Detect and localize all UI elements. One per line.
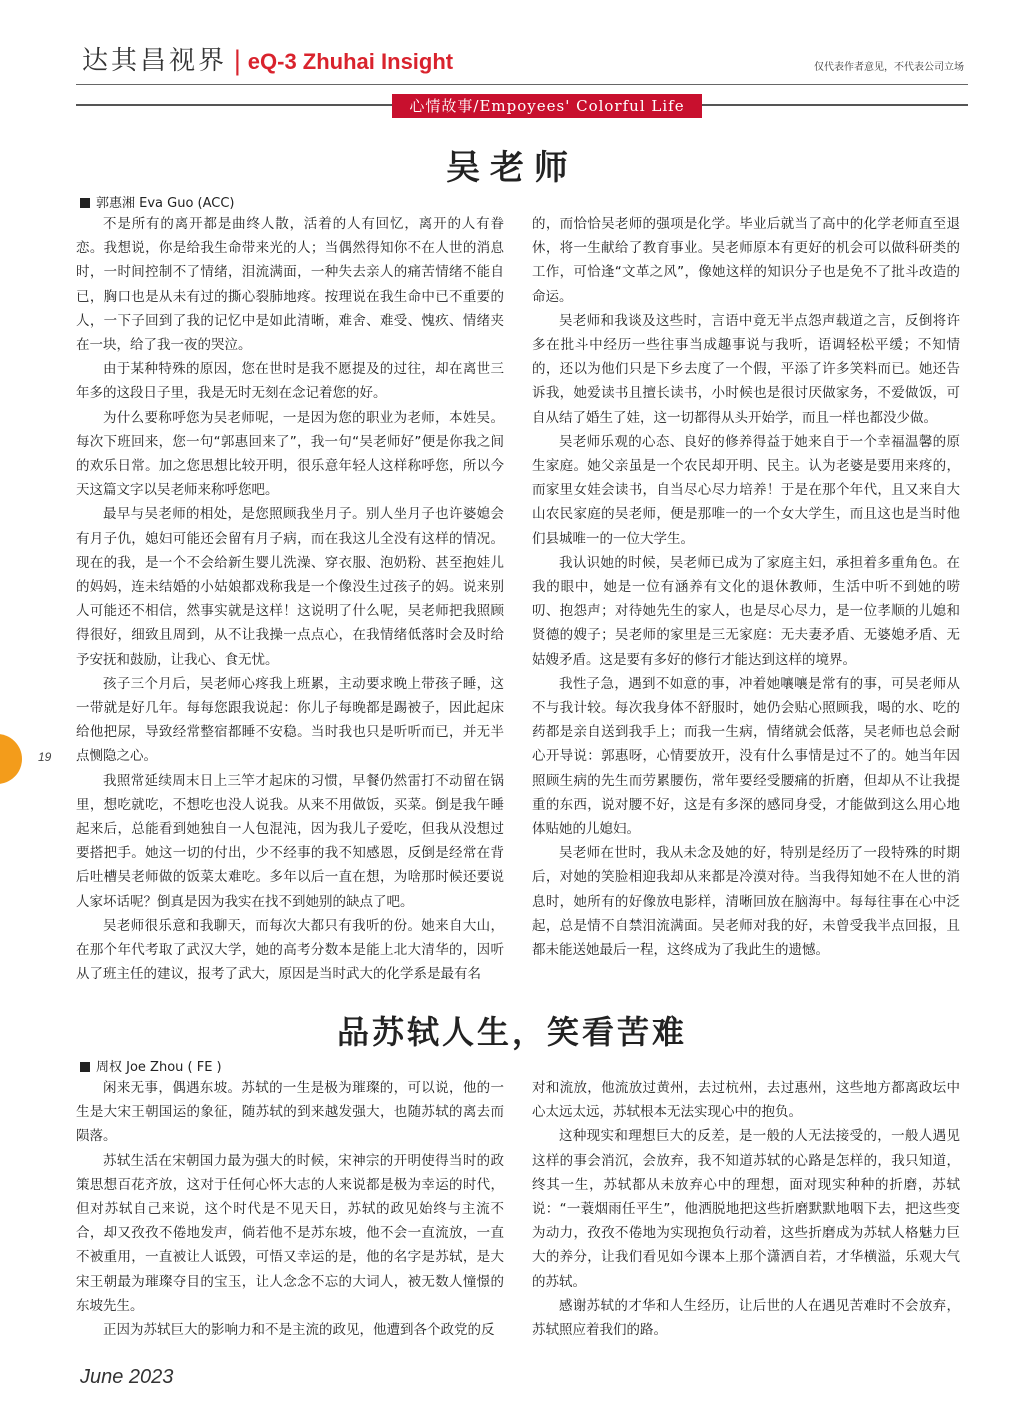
byline-square-icon <box>80 1062 90 1072</box>
disclaimer: 仅代表作者意见，不代表公司立场 <box>814 62 964 73</box>
paragraph: 孩子三个月后，吴老师心疼我上班累，主动要求晚上带孩子睡，这一带就是好几年。每每您跟我说起：你儿子每晚都是踢被子，因此起床给他把尿，导致经常整宿都睡不安稳。当时我也只是听听而已，并无半点恻隐之心。 <box>76 675 504 765</box>
article1-author: 郭惠湘 Eva Guo (ACC) <box>96 196 235 211</box>
paragraph: 吴老师很乐意和我聊天，而每次大都只有我听的份。她来自大山，在那个年代考取了武汉大学，她的高考分数本是能上北大清华的，因听从了班主任的建议，报考了武大，原因是当时武大的化学系是最有名 <box>76 917 504 983</box>
masthead-separator: | <box>233 46 242 76</box>
article2-author: 周权 Joe Zhou ( FE ) <box>96 1060 222 1075</box>
masthead-en: eQ-3 Zhuhai Insight <box>247 49 454 74</box>
paragraph: 闲来无事，偶遇东坡。苏轼的一生是极为璀璨的，可以说，他的一生是大宋王朝国运的象征，随苏轼的到来越发强大，也随苏轼的离去而陨落。 <box>76 1080 504 1145</box>
page-tab <box>0 734 22 784</box>
paragraph: 对和流放，他流放过黄州，去过杭州，去过惠州，这些地方都离政坛中心太远太远，苏轼根本无法实现心中的抱负。 <box>532 1080 960 1121</box>
article1-column-left <box>76 212 504 987</box>
masthead-cn: 达其昌视界 <box>82 46 228 76</box>
paragraph: 吴老师在世时，我从未念及她的好，特别是经历了一段特殊的时期后，对她的笑脸相迎我却从来都是冷漠对待。当我得知她不在人世的消息时，她所有的好像放电影样，清晰回放在脑海中。每每往事在心中泛起，总是情不自禁泪流满面。吴老师对我的好，未曾受我半点回报，且都未能送她最后一程，这终成为了我此生的遗憾。 <box>532 845 960 959</box>
top-rule <box>76 84 968 85</box>
section-banner: 心情故事/Empoyees' Colorful Life <box>392 94 702 118</box>
paragraph: 由于某种特殊的原因，您在世时是我不愿提及的过往，却在离世三年多的这段日子里，我是无时无刻在念记着您的好。 <box>76 361 504 402</box>
issue-date: June 2023 <box>80 1366 174 1388</box>
article1-column-right <box>532 212 960 962</box>
paragraph: 感谢苏轼的才华和人生经历，让后世的人在遇见苦难时不会放弃，苏轼照应着我们的路。 <box>532 1297 960 1339</box>
article1-byline <box>80 192 235 211</box>
paragraph: 苏轼生活在宋朝国力最为强大的时候，宋神宗的开明使得当时的政策思想百花齐放，这对于任何心怀大志的人来说都是极为幸运的时代，但对苏轼自己来说，这个时代是不见天日，苏轼的政见始终与主流不合，却又孜孜不倦地发声，倘若他不是苏东坡，他不会一直流放，一直不被重用，一直被让人诋毁，可悟又幸运的是，他的名字是苏轼，是大宋王朝最为璀璨夺目的宝玉，让人念念不忘的大词人，被无数人憧憬的东坡先生。 <box>76 1152 504 1314</box>
paragraph: 我照常延续周末日上三竿才起床的习惯，早餐仍然雷打不动留在锅里，想吃就吃，不想吃也没人说我。从来不用做饭，买菜。倒是我午睡起来后，总能看到她独自一人包混沌，因为我儿子爱吃，但我从没想过要搭把手。她这一切的付出，少不经事的我不知感恩，反倒是经常在背后吐槽吴老师做的饭菜太难吃。多年以后一直在想，为啥那时候还要说人家坏话呢？倒真是因为我实在找不到她别的缺点了吧。 <box>76 772 504 910</box>
masthead <box>82 40 453 77</box>
article2-byline <box>80 1056 222 1075</box>
article2-title: 品苏轼人生，笑看苦难 <box>336 1013 687 1051</box>
paragraph: 最早与吴老师的相处，是您照顾我坐月子。别人坐月子也许婆媳会有月子仇，媳妇可能还会留有月子病，而在我这儿全没有这样的情况。现在的我，是一个不会给新生婴儿洗澡、穿衣服、泡奶粉、甚至抱娃儿的妈妈，连未结婚的小姑娘都戏称我是一个像没生过孩子的妈。说来别人可能还不相信，然事实就是这样！这说明了什么呢，吴老师把我照顾得很好，细致且周到，从不让我操一点点心，在我情绪低落时会及时给予安抚和鼓励，让我心、食无忧。 <box>76 506 504 668</box>
article1-title: 吴老师 <box>446 148 578 188</box>
article2-column-right <box>532 1076 960 1342</box>
page-number: 19 <box>38 750 52 764</box>
paragraph: 这种现实和理想巨大的反差，是一般的人无法接受的，一般人遇见这样的事会消沉，会放弃，我不知道苏轼的心路是怎样的，我只知道，终其一生，苏轼都从未放弃心中的理想，面对现实种种的折磨，苏轼说：“一蓑烟雨任平生”，他洒脱地把这些折磨默默地咽下去，把这些变为动力，孜孜不倦地为实现抱负行动着，这些折磨成为苏轼人格魅力巨大的养分，让我们看见如今课本上那个潇洒自若，才华横溢，乐观大气的苏轼。 <box>532 1128 960 1290</box>
paragraph: 正因为苏轼巨大的影响力和不是主流的政见，他遭到各个政党的反 <box>103 1322 495 1339</box>
paragraph: 吴老师乐观的心态、良好的修养得益于她来自于一个幸福温馨的原生家庭。她父亲虽是一个农民却开明、民主。认为老婆是要用来疼的，而家里女娃会读书，自当尽心尽力培养！于是在那个年代，且又来自大山农民家庭的吴老师，便是那唯一的一个女大学生，而且这也是当时他们县城唯一的一位大学生。 <box>532 433 960 547</box>
paragraph: 吴老师和我谈及这些时，言语中竟无半点怨声载道之言，反倒将许多在批斗中经历一些往事当成趣事说与我听，语调轻松平缓；不知情的，还以为他们只是下乡去度了一个假，平添了许多笑料而已。她还告诉我，她爱读书且擅长读书，小时候也是很讨厌做家务，不爱做饭，可自从结了婚生了娃，这一切都得从头开始学，而且一样也都没少做。 <box>532 312 960 426</box>
paragraph: 我性子急，遇到不如意的事，冲着她嚷嚷是常有的事，可吴老师从不与我计较。每次我身体不舒服时，她仍会贴心照顾我，喝的水、吃的药都是亲自送到我手上；而我一生病，情绪就会低落，吴老师也总会耐心开导说：郭惠呀，心情要放开，没有什么事情是过不了的。她当年因照顾生病的先生而劳累腰伤，常年要经受腰痛的折磨，但却从不让我提重的东西，说对腰不好，这是有多深的感同身受，才能做到这么用心地体贴她的儿媳妇。 <box>532 675 960 838</box>
article2-column-left <box>76 1076 504 1342</box>
byline-square-icon <box>80 198 90 208</box>
paragraph: 的，而恰恰吴老师的强项是化学。毕业后就当了高中的化学老师直至退休，将一生献给了教育事业。吴老师原本有更好的机会可以做科研类的工作，可恰逢“文革之风”，像她这样的知识分子也是免不了批斗改造的命运。 <box>532 216 960 305</box>
paragraph: 我认识她的时候，吴老师已成为了家庭主妇，承担着多重角色。在我的眼中，她是一位有涵养有文化的退休教师，生活中听不到她的唠叨、抱怨声；对待她先生的家人，也是尽心尽力，是一位孝顺的儿媳和贤德的嫂子；吴老师的家里是三无家庭：无夫妻矛盾、无婆媳矛盾、无姑嫂矛盾。这是要有多好的修行才能达到这样的境界。 <box>532 554 960 668</box>
paragraph: 不是所有的离开都是曲终人散，活着的人有回忆，离开的人有眷恋。我想说，你是给我生命带来光的人；当偶然得知你不在人世的消息时，一时间控制不了情绪，泪流满面，一种失去亲人的痛苦情绪不能自已，胸口也是从未有过的撕心裂肺地疼。按理说在我生命中已不重要的人，一下子回到了我的记忆中是如此清晰，难舍、难受、愧疚、情绪夹在一块，给了我一夜的哭泣。 <box>76 216 504 354</box>
paragraph: 为什么要称呼您为吴老师呢，一是因为您的职业为老师，本姓吴。每次下班回来，您一句“郭惠回来了”，我一句“吴老师好”便是你我之间的欢乐日常。加之您思想比较开明，很乐意年轻人这样称呼您，所以今天这篇文字以吴老师来称呼您吧。 <box>76 409 504 499</box>
